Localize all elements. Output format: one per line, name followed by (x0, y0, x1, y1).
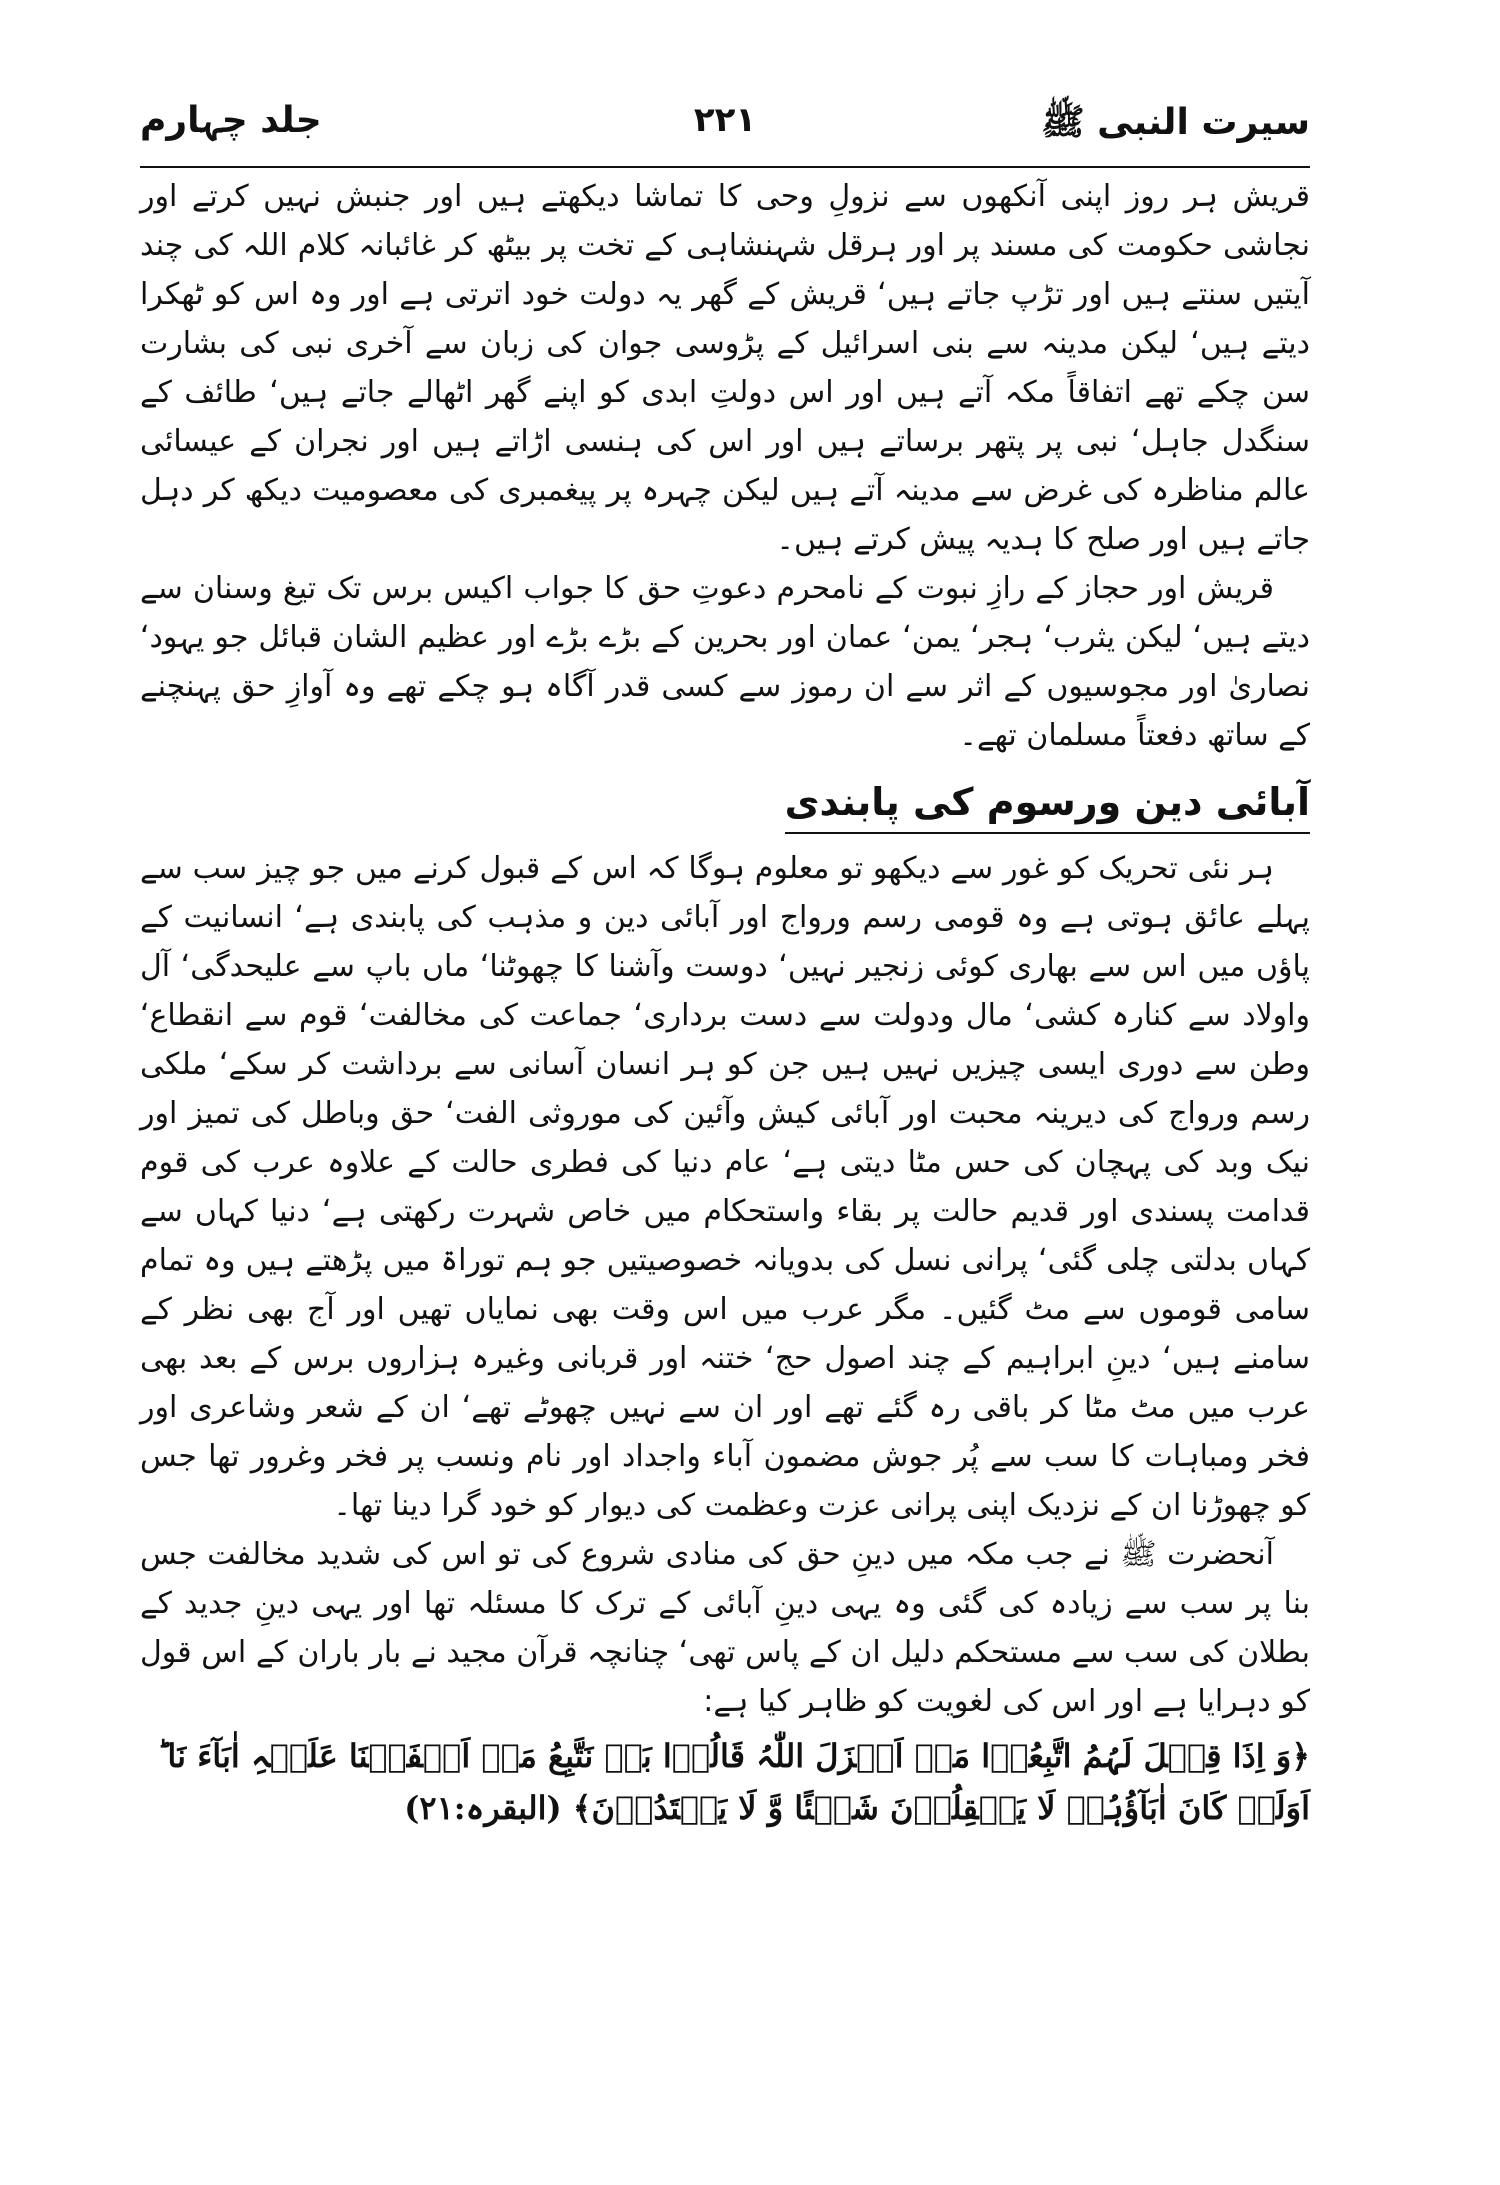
page-header (140, 100, 1310, 160)
volume-label: جلد چہارم (140, 100, 322, 141)
book-title: سیرت النبی ﷺ (1041, 102, 1310, 143)
page-body (140, 172, 1310, 1834)
paragraph-3: ہر نئی تحریک کو غور سے دیکھو تو معلوم ہوگا کہ اس کے قبول کرنے میں جو چیز سب سے پہلے عائق ہوتی ہے وہ قومی رسم ورواج اور آبائی دین و مذہب کی پابندی ہے‘ انسانیت کے پاؤں میں اس سے بھاری کوئی زنجیر نہیں‘ دوست وآشنا کا چھوٹنا‘ ماں باپ سے علیحدگی‘ آل واولاد سے کنارہ کشی‘ مال ودولت سے دست برداری‘ جماعت کی مخالفت‘ قوم سے انقطاع‘ وطن سے دوری ایسی چیزیں نہیں ہیں جن کو ہر انسان آسانی سے برداشت کر سکے‘ ملکی رسم ورواج کی دیرینہ محبت اور آبائی کیش وآئین کی موروثی الفت‘ حق وباطل کی تمیز اور نیک وبد کی پہچان کی حس مٹا دیتی ہے‘ عام دنیا کی فطری حالت کے علاوہ عرب کی قوم قدامت پسندی اور قدیم حالت پر بقاء واستحکام میں خاص شہرت رکھتی ہے‘ دنیا کہاں سے کہاں بدلتی چلی گئی‘ پرانی نسل کی بدویانہ خصوصیتیں جو ہم توراۃ میں پڑھتے ہیں وہ تمام سامی قوموں سے مٹ گئیں۔ مگر عرب میں اس وقت بھی نمایاں تھیں اور آج بھی نظر کے سامنے ہیں‘ دینِ ابراہیم کے چند اصول حج‘ ختنہ اور قربانی وغیرہ ہزاروں برس کے بعد بھی عرب میں مٹ مٹا کر باقی رہ گئے تھے اور ان سے نہیں چھوٹے تھے‘ ان کے شعر وشاعری اور فخر ومباہات کا سب سے پُر جوش مضمون آباء واجداد اور نام ونسب پر فخر وغرور تھا جس کو چھوڑنا ان کے نزدیک اپنی پرانی عزت وعظمت کی دیوار کو خود گرا دینا تھا۔ (140, 851, 1310, 1523)
paragraph-4: آنحضرت ﷺ نے جب مکہ میں دینِ حق کی منادی شروع کی تو اس کی شدید مخالفت جس بنا پر سب سے زیادہ کی گئی وہ یہی دینِ آبائی کے ترک کا مسئلہ تھا اور یہی دینِ جدید کے بطلان کی سب سے مستحکم دلیل ان کے پاس تھی‘ چنانچہ قرآن مجید نے بار باران کے اس قول کو دہرایا ہے اور اس کی لغویت کو ظاہر کیا ہے: (140, 1537, 1310, 1719)
header-divider (140, 166, 1310, 168)
section-heading: آبائی دین ورسوم کی پابندی (785, 774, 1310, 834)
quran-verse (140, 1730, 1310, 1834)
paragraph-2: قریش اور حجاز کے رازِ نبوت کے نامحرم دعوتِ حق کا جواب اکیس برس تک تیغ وسنان سے دیتے ہیں‘ لیکن یثرب‘ ہجر‘ یمن‘ عمان اور بحرین کے بڑے بڑے اور عظیم الشان قبائل جو یہود‘ نصاریٰ اور مجوسیوں کے اثر سے ان رموز سے کسی قدر آگاہ ہو چکے تھے وہ آوازِ حق پہنچنے کے ساتھ دفعتاً مسلمان تھے۔ (140, 571, 1310, 753)
section-heading-wrap (140, 760, 1310, 844)
verse-citation: (البقرہ:۲۱) (404, 1789, 562, 1827)
quran-text: ﴿وَ اِذَا قِیۡلَ لَہُمُ اتَّبِعُوۡا مَاۤ اَنۡزَلَ اللّٰہُ قَالُوۡا بَلۡ نَتَّبِعُ مَاۤ اَلۡفَیۡنَا عَلَیۡہِ اٰبَآءَ نَا ؕ اَوَلَوۡ کَانَ اٰبَآؤُہُمۡ لَا یَعۡقِلُوۡنَ شَیۡئًا وَّ لَا یَہۡتَدُوۡنَ﴾ (157, 1737, 1310, 1827)
paragraph-1: قریش ہر روز اپنی آنکھوں سے نزولِ وحی کا تماشا دیکھتے ہیں اور جنبش نہیں کرتے اور نجاشی حکومت کی مسند پر اور ہرقل شہنشاہی کے تخت پر بیٹھ کر غائبانہ کلام اللہ کی چند آیتیں سنتے ہیں اور تڑپ جاتے ہیں‘ قریش کے گھر یہ دولت خود اترتی ہے اور وہ اس کو ٹھکرا دیتے ہیں‘ لیکن مدینہ سے بنی اسرائیل کے پڑوسی جوان کی زبان سے آخری نبی کی بشارت سن چکے تھے اتفاقاً مکہ آتے ہیں اور اس دولتِ ابدی کو اپنے گھر اٹھالے جاتے ہیں‘ طائف کے سنگدل جاہل‘ نبی پر پتھر برساتے ہیں اور اس کی ہنسی اڑاتے ہیں اور نجران کے عیسائی عالم مناظرہ کی غرض سے مدینہ آتے ہیں لیکن چہرہ پر پیغمبری کی معصومیت دیکھ کر دہل جاتے ہیں اور صلح کا ہدیہ پیش کرتے ہیں۔ (140, 179, 1310, 557)
page-number: ۲۲۱ (693, 100, 757, 140)
